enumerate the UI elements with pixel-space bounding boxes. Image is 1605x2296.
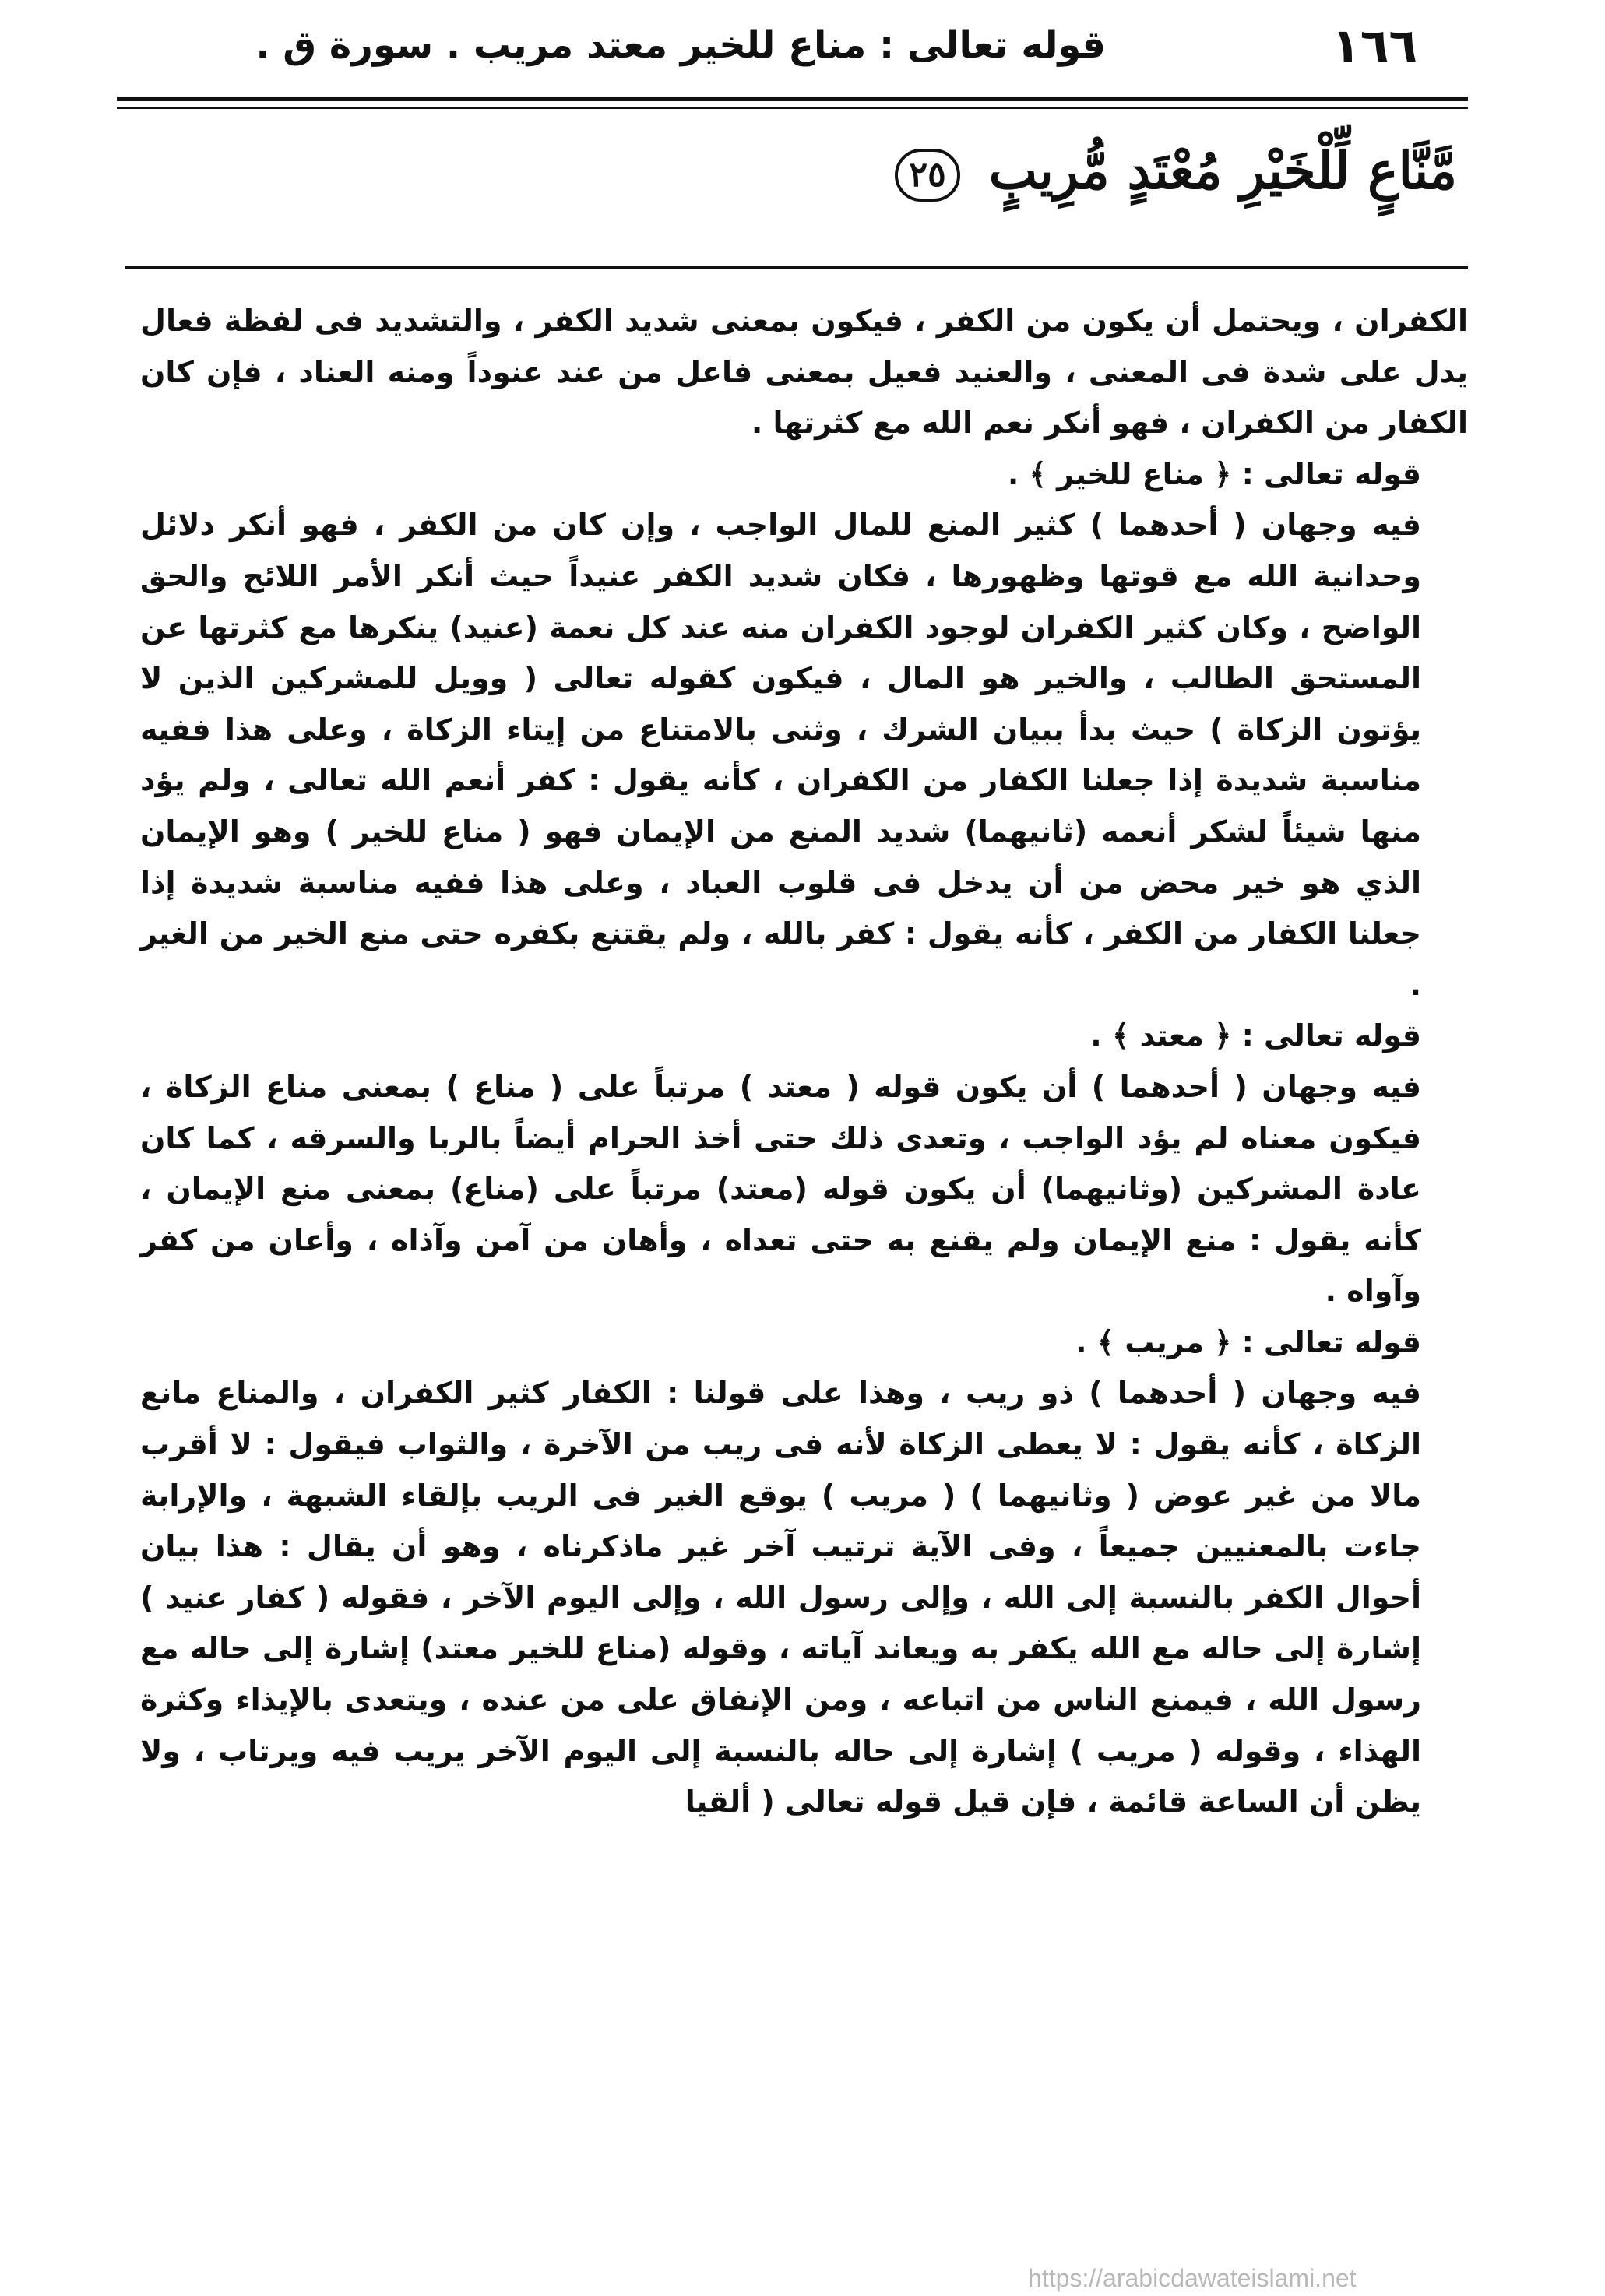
paragraph-continuation: الكفران ، ويحتمل أن يكون من الكفر ، فيكون بمعنى شديد الكفر ، والتشديد فى لفظة فعال يدل على شدة فى المعنى ، والعنيد فعيل بمعنى فاعل من عند عنوداً ومنه العناد ، فإن كان الكفار من الكفران ، فهو أنكر نعم الله مع كثرتها . xyxy=(140,304,1468,441)
header-rule-thin xyxy=(117,107,1468,109)
header-rule-thick xyxy=(117,97,1468,101)
verse-divider xyxy=(125,266,1468,269)
paragraph-mutad: فيه وجهان ( أحدهما ) أن يكون قوله ( معتد ) مرتباً على ( مناع ) بمعنى مناع الزكاة ، فيكون معناه لم يؤد الواجب ، وتعدى ذلك حتى أخذ الحرام أيضاً بالربا والسرقه ، كما كان عادة المشركين (وثانيهما) أن يكون قوله (معتد) مرتباً على (مناع) بمعنى منع الإيمان ، كأنه يقول : منع الإيمان ولم يقنع به حتى تعداه ، وأهان من آمن وآذاه ، وأعان من كفر وآواه . xyxy=(140,1069,1421,1309)
subheading-murib: قوله تعالى : ﴿ مريب ﴾ . xyxy=(1075,1324,1421,1359)
running-header xyxy=(117,11,1441,89)
header-title: قوله تعالى : مناع للخير معتد مريب . سورة ق . xyxy=(255,23,1106,67)
verse-heading xyxy=(895,140,1457,202)
commentary-body xyxy=(140,296,1468,1828)
page-number: ١٦٦ xyxy=(1332,19,1417,73)
subheading-manna-lil-khayr: قوله تعالى : ﴿ مناع للخير ﴾ . xyxy=(1007,456,1421,491)
verse-number-badge: ٢٥ xyxy=(895,149,959,202)
source-watermark: https://arabicdawateislami.net xyxy=(1028,2264,1357,2292)
verse-text: مَّنَّاعٍ لِّلْخَيْرِ مُعْتَدٍ مُّرِيبٍ xyxy=(988,140,1457,201)
paragraph-murib: فيه وجهان ( أحدهما ) ذو ريب ، وهذا على قولنا : الكفار كثير الكفران ، والمناع مانع الزكاة ، كأنه يقول : لا يعطى الزكاة لأنه فى ريب من الآخرة ، والثواب فيقول : لا أقرب مالا من غير عوض ( وثانيهما ) ( مريب ) يوقع الغير فى الريب بإلقاء الشبهة ، والإرابة جاءت بالمعنيين جميعاً ، وفى الآية ترتيب آخر غير ماذكرناه ، وهو أن يقال : هذا بيان أحوال الكفر بالنسبة إلى الله ، وإلى رسول الله ، وإلى اليوم الآخر ، فقوله ( كفار عنيد ) إشارة إلى حاله مع الله يكفر به ويعاند آياته ، وقوله (مناع للخير معتد) إشارة إلى حاله مع رسول الله ، فيمنع الناس من اتباعه ، ومن الإنفاق على من عنده ، ويتعدى بالإيذاء وكثرة الهذاء ، وقوله ( مريب ) إشارة إلى حاله بالنسبة إلى اليوم الآخر يريب فيه ويرتاب ، ولا يظن أن الساعة قائمة ، فإن قيل قوله تعالى ( ألقيا xyxy=(140,1376,1421,1820)
subheading-mutad: قوله تعالى : ﴿ معتد ﴾ . xyxy=(1090,1018,1421,1053)
paragraph-manna: فيه وجهان ( أحدهما ) كثير المنع للمال الواجب ، وإن كان من الكفر ، فهو أنكر دلائل وحدانية الله مع قوتها وظهورها ، فكان شديد الكفر عنيداً حيث أنكر الأمر اللائح والحق الواضح ، وكان كثير الكفران لوجود الكفران منه عند كل نعمة (عنيد) ينكرها مع كثرتها عن المستحق الطالب ، والخير هو المال ، فيكون كقوله تعالى ( وويل للمشركين الذين لا يؤتون الزكاة ) حيث بدأ ببيان الشرك ، وثنى بالامتناع من إيتاء الزكاة ، وعلى هذا ففيه مناسبة شديدة إذا جعلنا الكفار من الكفران ، كأنه يقول : كفر أنعم الله تعالى ، ولم يؤد منها شيئاً لشكر أنعمه (ثانيهما) شديد المنع من الإيمان فهو ( مناع للخير ) وهو الإيمان الذي هو خير محض من أن يدخل فى قلوب العباد ، وعلى هذا ففيه مناسبة شديدة إذا جعلنا الكفار من الكفر ، كأنه يقول : كفر بالله ، ولم يقتنع بكفره حتى منع الخير من الغير . xyxy=(140,508,1421,1002)
